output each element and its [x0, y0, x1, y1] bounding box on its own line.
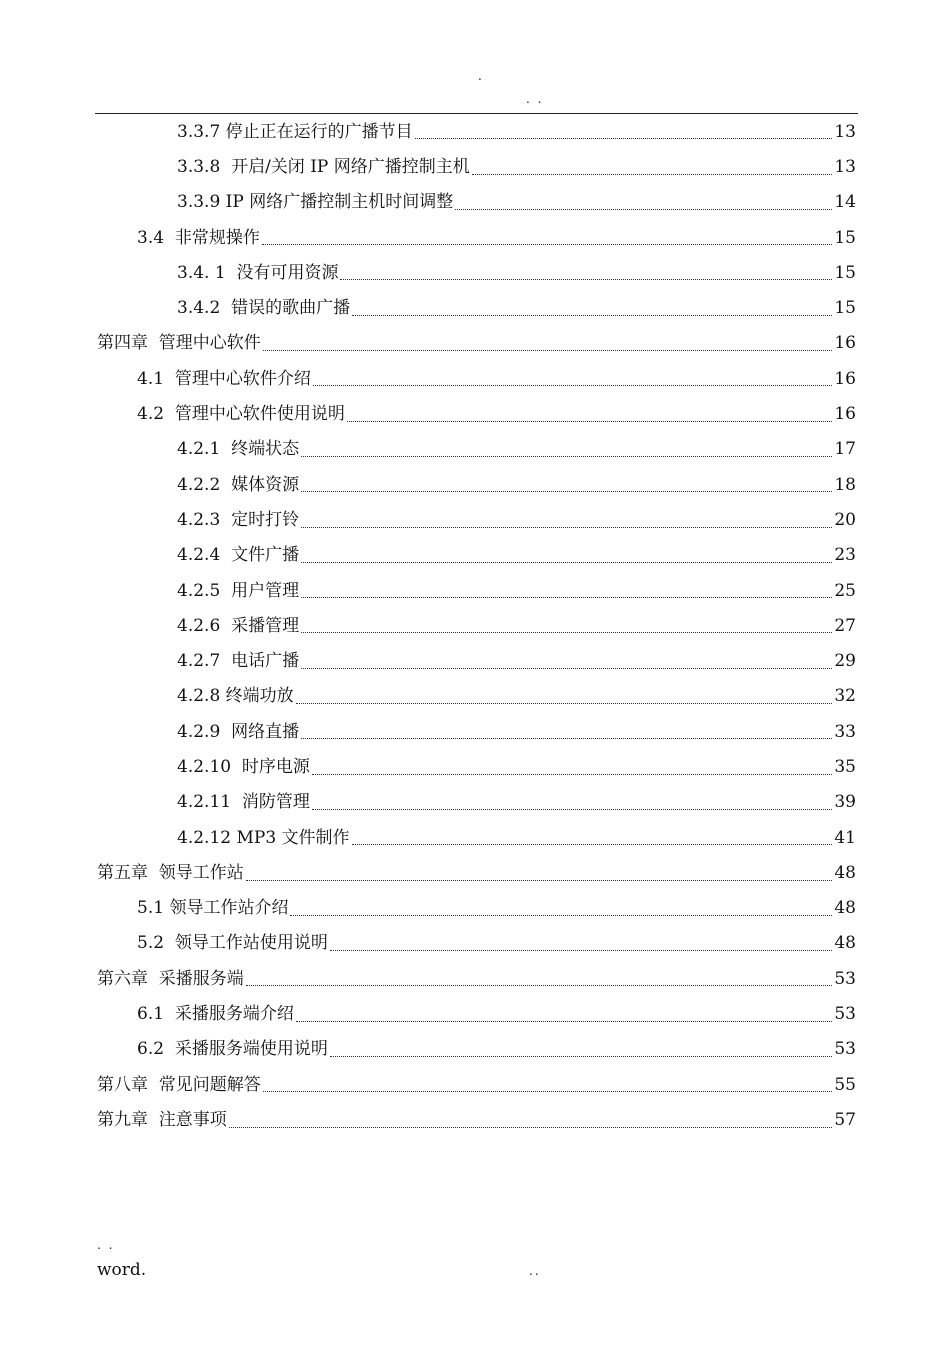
toc-entry-page: 17 — [834, 439, 856, 460]
toc-entry-title: 4.2.3 定时打铃 — [177, 509, 300, 530]
toc-entry-page: 16 — [834, 333, 856, 354]
toc-entry[interactable] — [0, 255, 950, 290]
toc-entry-title: 3.4 非常规操作 — [137, 227, 260, 248]
toc-entry-page: 16 — [834, 368, 856, 389]
toc-entry-page: 29 — [834, 651, 856, 672]
toc-entry[interactable] — [0, 1102, 950, 1137]
toc-dot-leader — [301, 561, 832, 563]
toc-entry[interactable] — [0, 749, 950, 784]
toc-dot-leader — [290, 914, 832, 916]
toc-entry-page: 13 — [834, 156, 856, 177]
toc-entry-title: 4.2 管理中心软件使用说明 — [137, 404, 345, 425]
toc-entry-title: 3.3.7 停止正在运行的广播节目 — [177, 121, 413, 142]
footer-center-mark: .. — [529, 1264, 541, 1278]
toc-entry-page: 27 — [834, 615, 856, 636]
toc-entry[interactable] — [0, 114, 950, 149]
toc-entry[interactable] — [0, 855, 950, 890]
toc-entry-page: 53 — [834, 968, 856, 989]
toc-entry[interactable] — [0, 502, 950, 537]
toc-dot-leader — [301, 526, 832, 528]
toc-entry[interactable] — [0, 679, 950, 714]
toc-dot-leader — [301, 455, 832, 457]
toc-entry-title: 第八章 常见问题解答 — [97, 1074, 261, 1095]
toc-entry-title: 第五章 领导工作站 — [97, 862, 244, 883]
toc-dot-leader — [301, 490, 832, 492]
toc-entry-page: 35 — [834, 756, 856, 777]
toc-entry[interactable] — [0, 714, 950, 749]
toc-entry-page: 16 — [834, 404, 856, 425]
toc-entry-page: 13 — [834, 121, 856, 142]
toc-entry-page: 48 — [834, 862, 856, 883]
toc-entry-title: 3.3.8 开启/关闭 IP 网络广播控制主机 — [177, 156, 470, 177]
toc-dot-leader — [352, 314, 832, 316]
toc-entry-title: 4.2.5 用户管理 — [177, 580, 300, 601]
toc-entry-title: 3.4. 1 没有可用资源 — [177, 262, 339, 283]
toc-entry-page: 14 — [834, 192, 856, 213]
toc-entry-title: 5.2 领导工作站使用说明 — [137, 933, 328, 954]
toc-entry-title: 4.2.1 终端状态 — [177, 439, 300, 460]
toc-dot-leader — [301, 737, 832, 739]
toc-entry-page: 48 — [834, 898, 856, 919]
toc-entry[interactable] — [0, 643, 950, 678]
toc-entry[interactable] — [0, 326, 950, 361]
toc-entry[interactable] — [0, 149, 950, 184]
toc-entry[interactable] — [0, 961, 950, 996]
toc-entry-title: 第四章 管理中心软件 — [97, 333, 261, 354]
toc-entry-title: 4.1 管理中心软件介绍 — [137, 368, 311, 389]
toc-entry-page: 15 — [834, 298, 856, 319]
toc-dot-leader — [330, 1055, 833, 1057]
toc-entry-page: 57 — [834, 1109, 856, 1130]
toc-dot-leader — [263, 1090, 833, 1092]
table-of-contents — [0, 114, 950, 1138]
toc-dot-leader — [296, 1020, 833, 1022]
toc-entry-title: 4.2.10 时序电源 — [177, 756, 310, 777]
toc-entry-page: 20 — [834, 509, 856, 530]
toc-entry-title: 4.2.7 电话广播 — [177, 651, 300, 672]
toc-entry-title: 6.1 采播服务端介绍 — [137, 1004, 294, 1025]
toc-dot-leader — [301, 631, 832, 633]
toc-entry-page: 48 — [834, 933, 856, 954]
toc-entry-page: 32 — [834, 686, 856, 707]
toc-dot-leader — [301, 667, 832, 669]
toc-dot-leader — [262, 243, 833, 245]
toc-entry-page: 25 — [834, 580, 856, 601]
toc-entry-page: 53 — [834, 1004, 856, 1025]
toc-entry[interactable] — [0, 220, 950, 255]
toc-entry-page: 15 — [834, 227, 856, 248]
toc-entry[interactable] — [0, 467, 950, 502]
toc-entry-title: 4.2.11 消防管理 — [177, 792, 310, 813]
toc-entry[interactable] — [0, 361, 950, 396]
toc-dot-leader — [246, 879, 833, 881]
footer-left-mark: . . — [97, 1238, 115, 1252]
toc-entry[interactable] — [0, 573, 950, 608]
toc-entry-title: 3.3.9 IP 网络广播控制主机时间调整 — [177, 192, 454, 213]
toc-dot-leader — [340, 278, 832, 280]
toc-entry[interactable] — [0, 820, 950, 855]
toc-entry-title: 第六章 采播服务端 — [97, 968, 244, 989]
toc-entry-page: 15 — [834, 262, 856, 283]
toc-dot-leader — [330, 949, 833, 951]
toc-entry-title: 第九章 注意事项 — [97, 1109, 227, 1130]
toc-dot-leader — [312, 808, 832, 810]
toc-dot-leader — [313, 384, 833, 386]
toc-entry-page: 55 — [834, 1074, 856, 1095]
toc-entry-page: 33 — [834, 721, 856, 742]
toc-entry[interactable] — [0, 290, 950, 325]
toc-entry[interactable] — [0, 396, 950, 431]
toc-entry-page: 23 — [834, 545, 856, 566]
toc-entry[interactable] — [0, 185, 950, 220]
toc-entry-title: 4.2.8 终端功放 — [177, 686, 294, 707]
toc-dot-leader — [296, 702, 833, 704]
toc-entry-page: 53 — [834, 1039, 856, 1060]
toc-dot-leader — [455, 208, 832, 210]
toc-dot-leader — [263, 349, 833, 351]
toc-entry[interactable] — [0, 926, 950, 961]
toc-dot-leader — [312, 773, 832, 775]
toc-entry[interactable] — [0, 538, 950, 573]
toc-dot-leader — [246, 984, 833, 986]
toc-entry[interactable] — [0, 1067, 950, 1102]
toc-entry-title: 3.4.2 错误的歌曲广播 — [177, 298, 351, 319]
toc-dot-leader — [347, 420, 833, 422]
toc-entry-page: 18 — [834, 474, 856, 495]
toc-entry[interactable] — [0, 785, 950, 820]
header-mark: . — [478, 69, 482, 83]
toc-entry-title: 4.2.12 MP3 文件制作 — [177, 827, 350, 848]
toc-dot-leader — [472, 173, 833, 175]
toc-entry-title: 4.2.2 媒体资源 — [177, 474, 300, 495]
toc-entry[interactable] — [0, 1032, 950, 1067]
toc-entry[interactable] — [0, 432, 950, 467]
toc-entry-title: 4.2.9 网络直播 — [177, 721, 300, 742]
toc-dot-leader — [352, 843, 833, 845]
toc-entry-title: 5.1 领导工作站介绍 — [137, 898, 289, 919]
toc-entry[interactable] — [0, 891, 950, 926]
toc-entry-title: 6.2 采播服务端使用说明 — [137, 1039, 328, 1060]
toc-entry-page: 41 — [834, 827, 856, 848]
toc-entry-page: 39 — [834, 792, 856, 813]
toc-entry[interactable] — [0, 608, 950, 643]
toc-dot-leader — [301, 596, 832, 598]
toc-dot-leader — [415, 137, 833, 139]
footer-word: word. — [97, 1260, 147, 1280]
toc-dot-leader — [229, 1126, 833, 1128]
toc-entry-title: 4.2.6 采播管理 — [177, 615, 300, 636]
header-sub-mark: . . — [526, 92, 544, 106]
toc-entry[interactable] — [0, 996, 950, 1031]
toc-entry-title: 4.2.4 文件广播 — [177, 545, 300, 566]
